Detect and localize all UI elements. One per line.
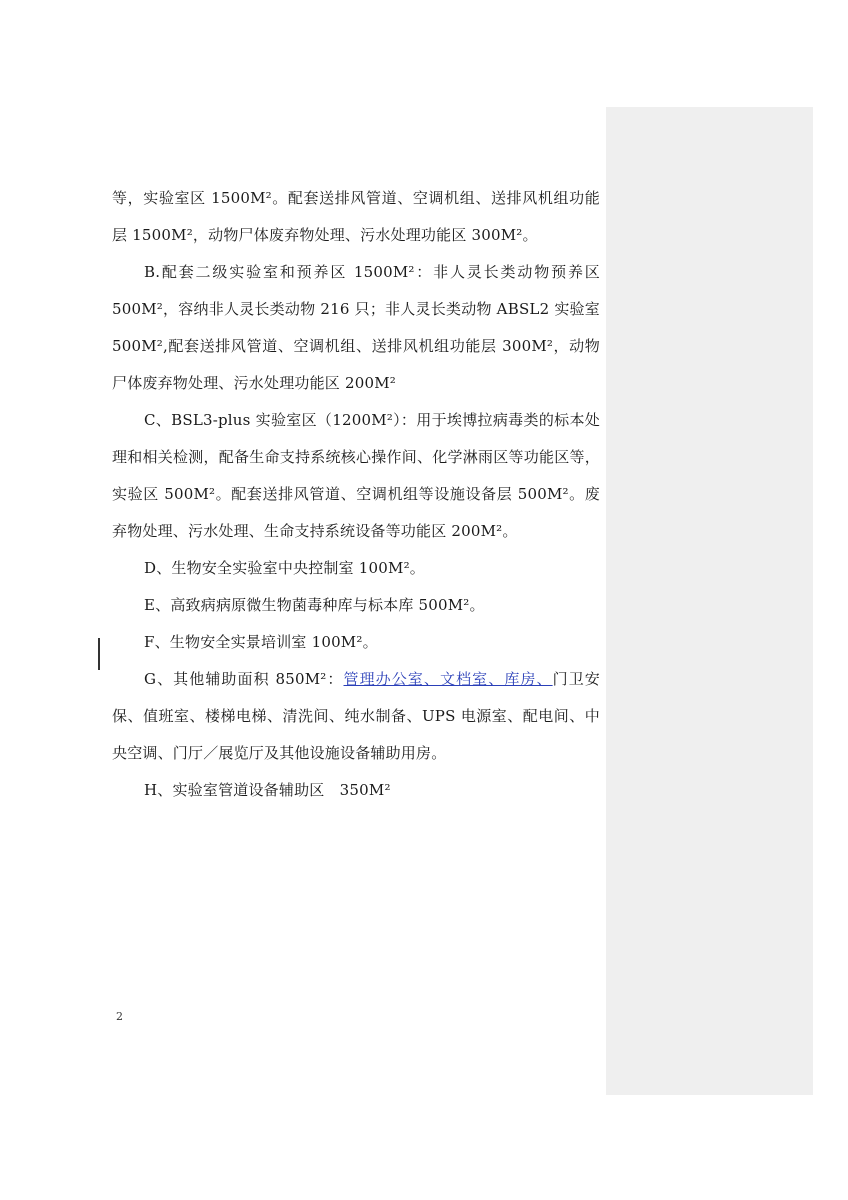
paragraph-g-prefix: G、其他辅助面积 850M²： xyxy=(144,670,344,688)
paragraph-c: C、BSL3-plus 实验室区（1200M²）：用于埃博拉病毒类的标本处理和相关检测，配备生命支持系统核心操作间、化学淋雨区等功能区等，实验区 500M²。配套送排风管道、空调机组等设施设备层 500M²。废弃物处理、污水处理、生命支持系统设备等功能区 200M²。 xyxy=(112,411,600,540)
paragraph-g-suffix: 门卫安保、值班室、楼梯电梯、清洗间、纯水制备、UPS 电源室、配电间、中央空调、门厅／展览厅及其他设施设备辅助用房。 xyxy=(112,670,600,762)
comment-pane xyxy=(606,107,813,1095)
paragraph-e: E、高致病病原微生物菌毒种库与标本库 500M²。 xyxy=(144,596,485,614)
document-body xyxy=(112,180,600,809)
paragraph-d: D、生物安全实验室中央控制室 100M²。 xyxy=(144,559,425,577)
paragraph-continuation: 等，实验室区 1500M²。配套送排风管道、空调机组、送排风机组功能层 1500M²，动物尸体废弃物处理、污水处理功能区 300M²。 xyxy=(112,189,600,244)
tracked-change-link[interactable]: 管理办公室、文档室、库房、 xyxy=(343,670,553,688)
paragraph-b: B.配套二级实验室和预养区 1500M²：非人灵长类动物预养区 500M²，容纳非人灵长类动物 216 只；非人灵长类动物 ABSL2 实验室 500M²,配套送排风管道、空调机组、送排风机组功能层 300M²，动物尸体废弃物处理、污水处理功能区 200M² xyxy=(112,263,600,392)
page-number: 2 xyxy=(116,1010,123,1023)
paragraph-h: H、实验室管道设备辅助区 350M² xyxy=(144,781,391,799)
revision-change-bar xyxy=(98,638,100,670)
paragraph-f: F、生物安全实景培训室 100M²。 xyxy=(144,633,378,651)
paragraph-g xyxy=(112,661,600,772)
